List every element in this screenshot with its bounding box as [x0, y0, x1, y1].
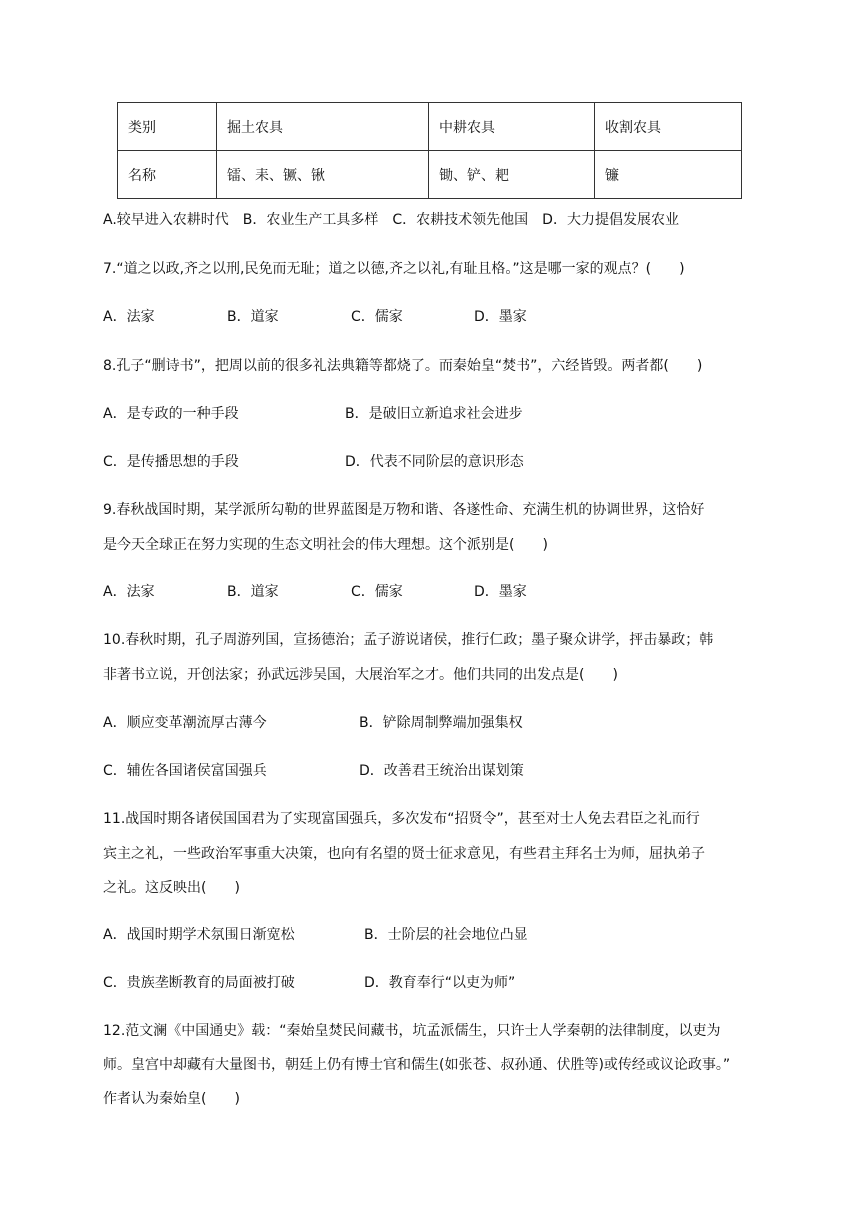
q10-option-b: B．铲除周制弊端加强集权: [359, 715, 523, 731]
table-row: [118, 103, 742, 151]
table-cell: 类别: [118, 103, 217, 151]
table-cell: 锄、铲、耙: [429, 151, 595, 199]
q11-stem-line-1: 11.战国时期各诸侯国国君为了实现富国强兵，多次发布“招贤令”，甚至对士人免去君臣之礼而行: [103, 811, 700, 827]
q8-option-c: C．是传播思想的手段: [103, 454, 239, 470]
q10-option-a: A．顺应变革潮流厚古薄今: [103, 715, 267, 731]
q9-stem-line-2: 是今天全球正在努力实现的生态文明社会的伟大理想。这个派别是( ): [103, 537, 548, 553]
q11-option-b: B．士阶层的社会地位凸显: [364, 927, 528, 943]
table-cell: 中耕农具: [429, 103, 595, 151]
q8-stem: 8.孔子“删诗书”，把周以前的很多礼法典籍等都烧了。而秦始皇“焚书”，六经皆毁。两者都( ): [103, 358, 703, 374]
q12-stem-line-3: 作者认为秦始皇( ): [103, 1091, 240, 1107]
table-cell: 镭、耒、镢、锹: [217, 151, 429, 199]
q10-stem-line-2: 非著书立说，开创法家；孙武远涉吴国，大展治军之才。他们共同的出发点是( ): [103, 667, 618, 683]
q11-option-d: D．教育奉行“以吏为师”: [364, 975, 516, 991]
q8-option-b: B．是破旧立新追求社会进步: [345, 406, 523, 422]
q7-option-d: D．墨家: [474, 309, 527, 325]
table-cell: 掘土农具: [217, 103, 429, 151]
q6-options: A.较早进入农耕时代 B．农业生产工具多样 C．农耕技术领先他国 D．大力提倡发展农业: [103, 212, 679, 228]
q9-option-b: B．道家: [227, 584, 279, 600]
q8-option-a: A．是专政的一种手段: [103, 406, 239, 422]
q10-stem-line-1: 10.春秋时期，孔子周游列国，宣扬德治；孟子游说诸侯，推行仁政；墨子聚众讲学，抨击暴政；韩: [103, 632, 714, 648]
q11-stem-line-3: 之礼。这反映出( ): [103, 880, 240, 896]
table-row: [118, 151, 742, 199]
q7-stem: 7.“道之以政,齐之以刑,民免而无耻；道之以德,齐之以礼,有耻且格。”这是哪一家的观点？( ): [103, 261, 685, 277]
table-cell: 收割农具: [595, 103, 742, 151]
q10-option-c: C．辅佐各国诸侯富国强兵: [103, 763, 267, 779]
q9-option-c: C．儒家: [351, 584, 403, 600]
table-cell: 名称: [118, 151, 217, 199]
q8-option-d: D．代表不同阶层的意识形态: [345, 454, 524, 470]
q10-option-d: D．改善君王统治出谋划策: [359, 763, 524, 779]
farm-tools-table: [117, 102, 742, 199]
q12-stem-line-2: 师。皇宫中却藏有大量图书，朝廷上仍有博士官和儒生(如张苍、叔孙通、伏胜等)或传经或议论政事。”: [103, 1057, 731, 1073]
q11-option-c: C．贵族垄断教育的局面被打破: [103, 975, 295, 991]
q9-option-a: A．法家: [103, 584, 155, 600]
q7-option-b: B．道家: [227, 309, 279, 325]
q9-stem-line-1: 9.春秋战国时期，某学派所勾勒的世界蓝图是万物和谐、各遂性命、充满生机的协调世界，这恰好: [103, 502, 705, 518]
q11-stem-line-2: 宾主之礼，一些政治军事重大决策，也向有名望的贤士征求意见，有些君主拜名士为师，屈执弟子: [103, 846, 705, 862]
q11-option-a: A．战国时期学术氛围日渐宽松: [103, 927, 295, 943]
q7-option-c: C．儒家: [351, 309, 403, 325]
q12-stem-line-1: 12.范文澜《中国通史》载：“秦始皇焚民间藏书，坑孟派儒生，只许士人学秦朝的法律制度，以吏为: [103, 1023, 721, 1039]
table-cell: 镰: [595, 151, 742, 199]
q7-option-a: A．法家: [103, 309, 155, 325]
q9-option-d: D．墨家: [474, 584, 527, 600]
